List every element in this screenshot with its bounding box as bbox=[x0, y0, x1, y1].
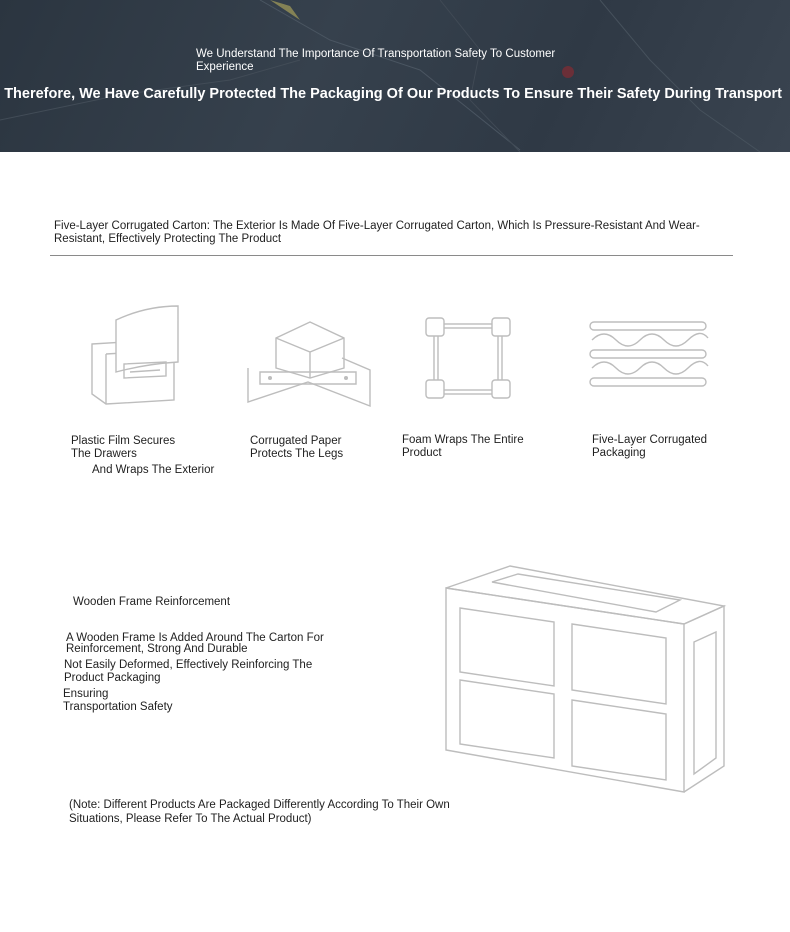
foam-frame-icon bbox=[420, 314, 516, 406]
leg-corner-protector-icon bbox=[246, 318, 372, 410]
banner-subtitle: We Understand The Importance Of Transportation Safety To Customer Experience bbox=[196, 48, 556, 73]
corrugated-layers-icon bbox=[586, 318, 710, 390]
wooden-crate-icon bbox=[440, 562, 730, 798]
feature-label-drawers: Plastic Film Secures The Drawers bbox=[71, 435, 176, 460]
wooden-frame-text-3: Ensuring Transportation Safety bbox=[63, 688, 173, 713]
carton-description: Five-Layer Corrugated Carton: The Exterior Is Made Of Five-Layer Corrugated Carton, Which Is Pressure-Resistant And Wear-Resistant, Effectively Protecting The Product bbox=[54, 220, 700, 245]
feature-label-corrugated: Five-Layer Corrugated Packaging bbox=[592, 434, 708, 459]
divider bbox=[50, 255, 733, 256]
marble-texture bbox=[0, 0, 790, 152]
wooden-frame-text-1: A Wooden Frame Is Added Around The Carton For Reinforcement, Strong And Durable bbox=[66, 632, 324, 655]
banner-headline: Therefore, We Have Carefully Protected The Packaging Of Our Products To Ensure Their Safety During Transport bbox=[4, 86, 782, 102]
wooden-frame-text-2: Not Easily Deformed, Effectively Reinforcing The Product Packaging bbox=[64, 659, 313, 684]
feature-label-legs: Corrugated Paper Protects The Legs bbox=[250, 435, 344, 460]
feature-label-foam: Foam Wraps The Entire Product bbox=[402, 434, 524, 459]
packaging-note: (Note: Different Products Are Packaged Differently According To Their Own Situations, Please Refer To The Actual Product) bbox=[69, 799, 450, 825]
feature-label-drawers-extra: And Wraps The Exterior bbox=[92, 464, 215, 476]
hero-banner bbox=[0, 0, 790, 152]
drawer-box-icon bbox=[86, 300, 186, 410]
wooden-frame-title: Wooden Frame Reinforcement bbox=[73, 596, 231, 608]
